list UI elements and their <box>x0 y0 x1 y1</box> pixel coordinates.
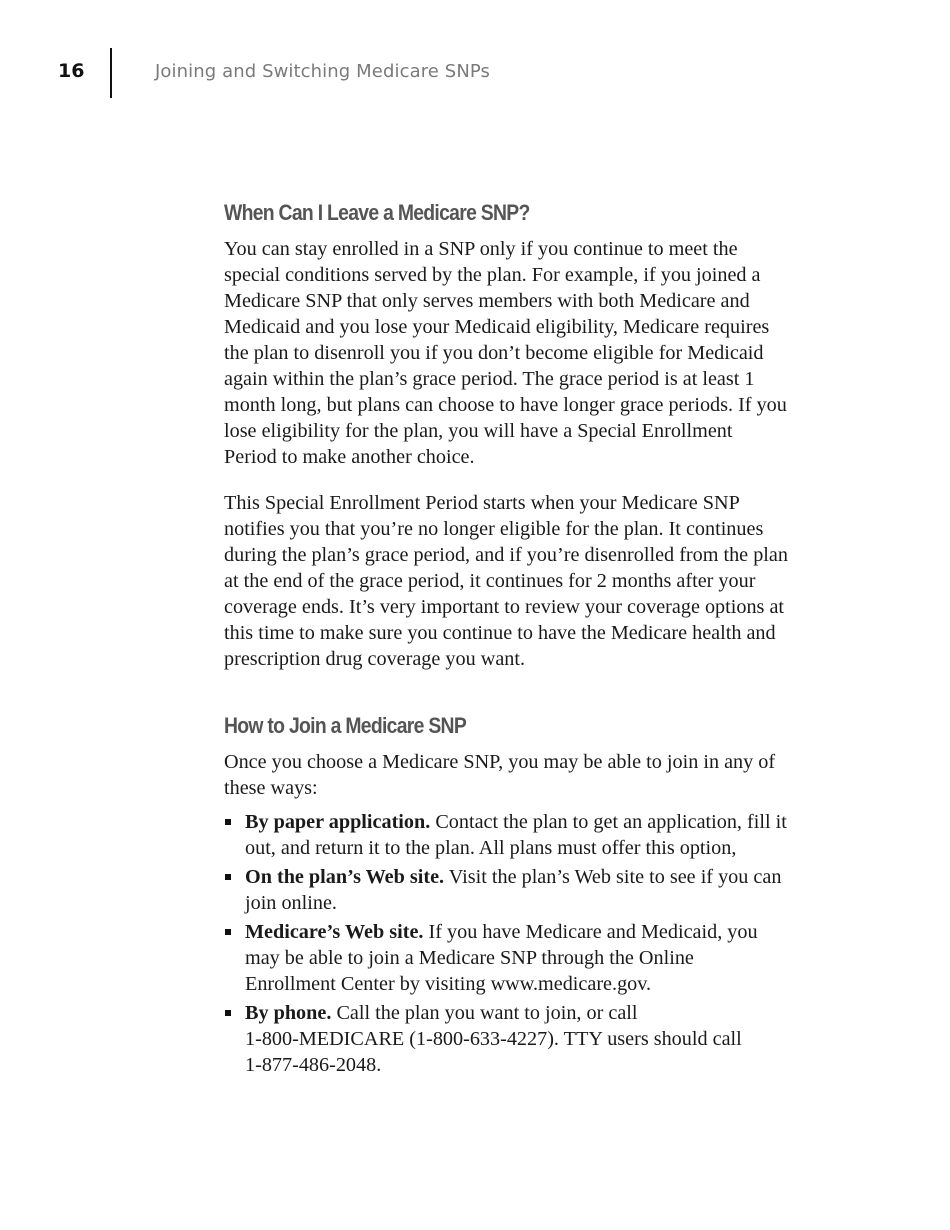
running-head: Joining and Switching Medicare SNPs <box>155 61 491 82</box>
paragraph-join-intro: Once you choose a Medicare SNP, you may be able to join in any of these ways: <box>224 751 776 799</box>
list-item <box>224 1000 789 1078</box>
list-item-lead: Medicare’s Web site. <box>245 921 424 943</box>
list-item-text: Visit the plan’s Web site to see if you can join online. <box>245 866 782 914</box>
paragraph-special-enrollment: This Special Enrollment Period starts when your Medicare SNP notifies you that you’re no longer eligible for the plan. It continues during the plan’s grace period, and if you’re disenrolled from the plan at the end of the grace period, it continues for 2 months after your coverage ends. It’s very important to review your coverage options at this time to make sure you continue to have the Medicare health and prescription drug coverage you want. <box>224 492 788 670</box>
list-item <box>224 919 789 997</box>
page-body <box>224 198 789 1081</box>
section-heading-join: How to Join a Medicare SNP <box>224 713 467 738</box>
join-methods-list <box>224 809 789 1078</box>
square-bullet-icon <box>225 1010 231 1016</box>
header-divider <box>110 48 112 98</box>
list-item-text: Call the plan you want to join, or call 1‑800‑MEDICARE (1‑800‑633‑4227). TTY users should call 1‑877‑486‑2048. <box>245 1002 742 1076</box>
page-number: 16 <box>58 60 85 82</box>
square-bullet-icon <box>225 874 231 880</box>
list-item-text: Contact the plan to get an application, fill it out, and return it to the plan. All plans must offer this option, <box>245 811 787 859</box>
list-item-lead: By phone. <box>245 1002 332 1024</box>
list-item-lead: By paper application. <box>245 811 431 833</box>
list-item <box>224 809 789 861</box>
square-bullet-icon <box>225 929 231 935</box>
section-heading-leave: When Can I Leave a Medicare SNP? <box>224 200 530 225</box>
square-bullet-icon <box>225 819 231 825</box>
list-item <box>224 864 789 916</box>
list-item-text: If you have Medicare and Medicaid, you may be able to join a Medicare SNP through the Online Enrollment Center by visiting www.medicare.gov. <box>245 921 758 995</box>
list-item-lead: On the plan’s Web site. <box>245 866 445 888</box>
paragraph-eligibility: You can stay enrolled in a SNP only if you continue to meet the special conditions served by the plan. For example, if you joined a Medicare SNP that only serves members with both Medicare and Medicaid and you lose your Medicaid eligibility, Medicare requires the plan to disenroll you if you don’t become eligible for Medicaid again within the plan’s grace period. The grace period is at least 1 month long, but plans can choose to have longer grace periods. If you lose eligibility for the plan, you will have a Special Enrollment Period to make another choice. <box>224 238 787 468</box>
